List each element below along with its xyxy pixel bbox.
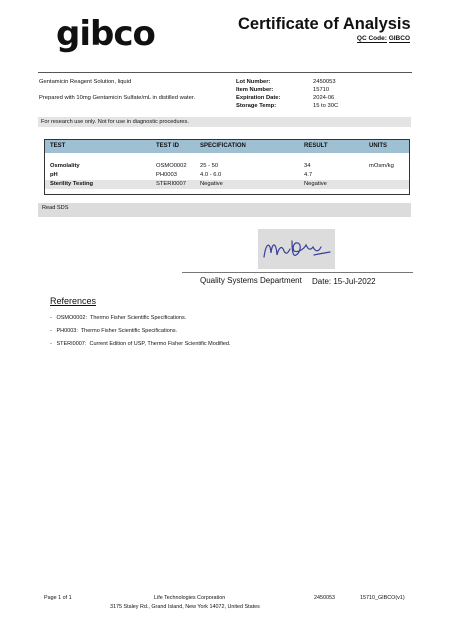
cell-specification: 25 - 50: [200, 163, 219, 169]
signature-scribble: [258, 229, 335, 269]
storage-temp-label: Storage Temp:: [236, 103, 277, 109]
lot-number-label: Lot Number:: [236, 79, 271, 85]
reference-bullet: -: [50, 341, 52, 347]
expiration-date-label: Expiration Date:: [236, 95, 281, 101]
reference-item: [50, 315, 186, 321]
cell-test-id: PH0003: [156, 172, 177, 178]
reference-item: [50, 328, 177, 334]
header-specification: SPECIFICATION: [200, 143, 246, 149]
header-result: RESULT: [304, 143, 328, 149]
table-header: [45, 140, 409, 153]
table-row: [45, 162, 409, 171]
cell-result: Negative: [304, 181, 327, 187]
cell-test-id: OSMO0002: [156, 163, 187, 169]
cell-test-id: STERI0007: [156, 181, 186, 187]
cell-test: Sterility Testing: [50, 181, 94, 187]
read-sds-link[interactable]: Read SDS: [38, 203, 411, 217]
qc-code-value: GIBCO: [388, 35, 410, 42]
reference-bullet: -: [50, 315, 52, 321]
table-row: [45, 171, 409, 180]
qc-code-label: QC Code:: [356, 35, 387, 42]
page-title: Certificate of Analysis: [238, 15, 411, 33]
reference-code: PH0003:: [56, 328, 78, 334]
department-label: Quality Systems Department: [200, 276, 302, 285]
item-number-value: 15710: [313, 87, 330, 93]
reference-item: [50, 341, 231, 347]
product-name: Gentamicin Reagent Solution, liquid: [39, 79, 132, 85]
cell-test: pH: [50, 172, 58, 178]
qc-code: [357, 35, 410, 42]
cell-result: 4.7: [304, 172, 313, 178]
reference-text: Thermo Fisher Scientific Specifications.: [80, 328, 178, 334]
cell-specification: 4.0 - 6.0: [200, 172, 222, 178]
reference-code: OSMO0002:: [56, 315, 88, 321]
reference-text: Current Edition of USP, Thermo Fisher Scientific Modified.: [89, 341, 231, 347]
header-units: UNITS: [369, 143, 387, 149]
header-test-id: TEST ID: [156, 143, 180, 149]
document-code: 15710_GIBCO(v1): [360, 595, 405, 601]
cell-specification: Negative: [200, 181, 223, 187]
signature-line: [182, 272, 413, 273]
reference-text: Thermo Fisher Scientific Specifications.: [89, 315, 187, 321]
gibco-logo: gibco: [56, 14, 155, 54]
product-preparation: Prepared with 10mg Gentamicin Sulfate/mL in distilled water.: [39, 95, 196, 101]
signature-image: [258, 229, 335, 269]
cell-result: 34: [304, 163, 311, 169]
references-heading: References: [50, 296, 97, 306]
research-use-notice: For research use only. Not for use in diagnostic procedures.: [38, 117, 411, 127]
company-address: 3175 Staley Rd., Grand Island, New York 14072, United States: [110, 604, 260, 610]
cell-test: Osmolality: [50, 163, 80, 169]
table-row: [45, 180, 409, 189]
storage-temp-value: 15 to 30C: [313, 103, 339, 109]
expiration-date-value: 2024-06: [313, 95, 335, 101]
footer-lot-number: 2450053: [314, 595, 335, 601]
header-divider: [38, 72, 412, 73]
company-name: Life Technologies Corporation: [154, 595, 226, 601]
header-test: TEST: [50, 143, 66, 149]
results-table: [44, 139, 410, 195]
page-number: Page 1 of 1: [44, 595, 72, 601]
cell-units: mOsm/kg: [369, 163, 394, 169]
item-number-label: Item Number:: [236, 87, 274, 93]
lot-number-value: 2450053: [313, 79, 336, 85]
reference-bullet: -: [50, 328, 52, 334]
signature-date: Date: 15-Jul-2022: [312, 277, 376, 286]
reference-code: STERI0007:: [56, 341, 87, 347]
